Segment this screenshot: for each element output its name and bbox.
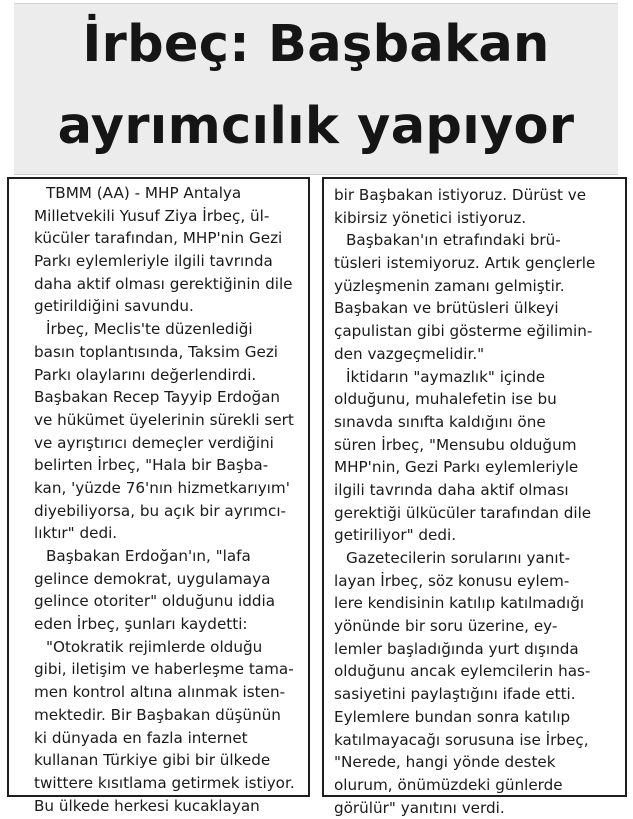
article-line: Başbakan Erdoğan'ın, "lafa (46, 547, 251, 565)
article-line: ve hükümet üyelerinin sürekli sert (34, 410, 294, 429)
headline-banner (14, 3, 618, 175)
article-line: çapulistan gibi gösterme eğilimin- (334, 322, 593, 341)
headline (14, 4, 618, 174)
article-line: gelince otoriter" olduğunu iddia (34, 592, 276, 611)
article-line: olduğunu ancak eylemcilerin has- (334, 662, 591, 681)
article-line: İktidarın "aymazlık" içinde (346, 367, 546, 386)
article-line: "Otokratik rejimlerde olduğu (46, 637, 263, 656)
article-line: yönünde bir soru üzerine, ey- (334, 617, 558, 636)
article-line: lıktır" dedi. (34, 524, 118, 543)
article-line: mektedir. Bir Başbakan düşünün (34, 705, 281, 724)
article-line: lemler başladığında yurt dışında (334, 639, 579, 658)
article-column-left-text (34, 179, 295, 817)
article-line: lere kendisinin katılıp katılmadığı (334, 594, 585, 613)
article-line: İrbeç, Meclis'te düzenlediği (46, 320, 253, 339)
article-line: Milletvekili Yusuf Ziya İrbeç, ül- (34, 206, 270, 225)
article-line: bir Başbakan istiyoruz. Dürüst ve (334, 186, 587, 204)
article-line: Parkı eylemleriyle ilgili tavrında (34, 252, 273, 271)
article-line: Başbakan'ın etrafındaki brü- (346, 231, 561, 250)
article-line: layan İrbeç, söz konusu eylem- (334, 571, 570, 590)
article-line: Başbakan Recep Tayyip Erdoğan (34, 388, 281, 407)
article-line: kan, 'yüzde 76'nın hizmetkarıyım' (34, 478, 290, 497)
article-line: eden İrbeç, şunları kaydetti: (34, 615, 248, 634)
article-line: kibirsiz yönetici istiyoruz. (334, 208, 527, 227)
article-line: belirten İrbeç, "Hala bir Başba- (34, 456, 269, 475)
article-line: katılmayacağı sorusuna ise İrbeç, (334, 730, 589, 749)
article-column-right (322, 177, 627, 817)
article-line: Eylemlere bundan sonra katılıp (334, 707, 571, 726)
article-line: Parkı olaylarını değerlendirdi. (34, 365, 257, 384)
article-line: Bu ülkede herkesi kucaklayan (34, 796, 260, 815)
article-line: olurum, önümüzdeki günlerde (334, 775, 563, 794)
article-line: diyebiliyorsa, bu açık bir ayrımcı- (34, 501, 287, 520)
article-line: MHP'nin, Gezi Parkı eylemleriyle (334, 458, 579, 477)
article-line: basın toplantısında, Taksim Gezi (34, 342, 279, 361)
article-line: ve ayrıştırıcı demeçler verdiğini (34, 433, 274, 452)
article-line: gelince demokrat, uygulamaya (34, 569, 271, 588)
article-line: yüzleşmenin zamanı gelmiştir. (334, 276, 565, 295)
article-line: gibi, iletişim ve haberleşme tama- (34, 660, 294, 679)
article-line: daha aktif olması gerektiğinin dile (34, 274, 293, 293)
article-line: "Nerede, hangi yönde destek (334, 753, 556, 772)
article-line: kücüler tarafından, MHP'nin Gezi (34, 229, 283, 248)
article-line: sasiyetini paylaştığını ifade etti. (334, 685, 576, 704)
article-line: men kontrol altına alınmak isten- (34, 683, 286, 702)
article-line: olduğunu, muhalefetin ise bu (334, 390, 557, 409)
article-line: getiriliyor" dedi. (334, 526, 457, 545)
article-line: kullanan Türkiye gibi bir ülkede (34, 751, 271, 770)
article-line: den vazgeçmelidir." (334, 344, 485, 363)
article-line: süren İrbeç, "Mensubu olduğum (334, 435, 577, 454)
article-line: ki dünyada en fazla internet (34, 728, 248, 747)
article-line: getirildiğini savundu. (34, 297, 194, 316)
article-line: ilgili tavrında daha aktif olması (334, 480, 569, 499)
article-line: gerektiği ülkücüler tarafından dile (334, 503, 592, 522)
article-line: twittere kısıtlama getirmek istiyor. (34, 773, 295, 792)
headline-line-1: İrbeç: Başbakan (82, 15, 550, 74)
article-line: sınavda sınıfta kaldığını öne (334, 412, 546, 431)
article-column-right-text (334, 179, 595, 819)
article-line: Gazetecilerin sorularını yanıt- (346, 549, 571, 567)
article-line: görülür" yanıtını verdi. (334, 798, 505, 817)
article-column-left (7, 177, 310, 815)
article-line: TBMM (AA) - MHP Antalya (46, 184, 242, 202)
article-line: tüsleri istemiyoruz. Artık gençlerle (334, 254, 596, 273)
headline-line-2: ayrımcılık yapıyor (57, 97, 575, 156)
article-line: Başbakan ve brütüsleri ülkeyi (334, 299, 559, 318)
